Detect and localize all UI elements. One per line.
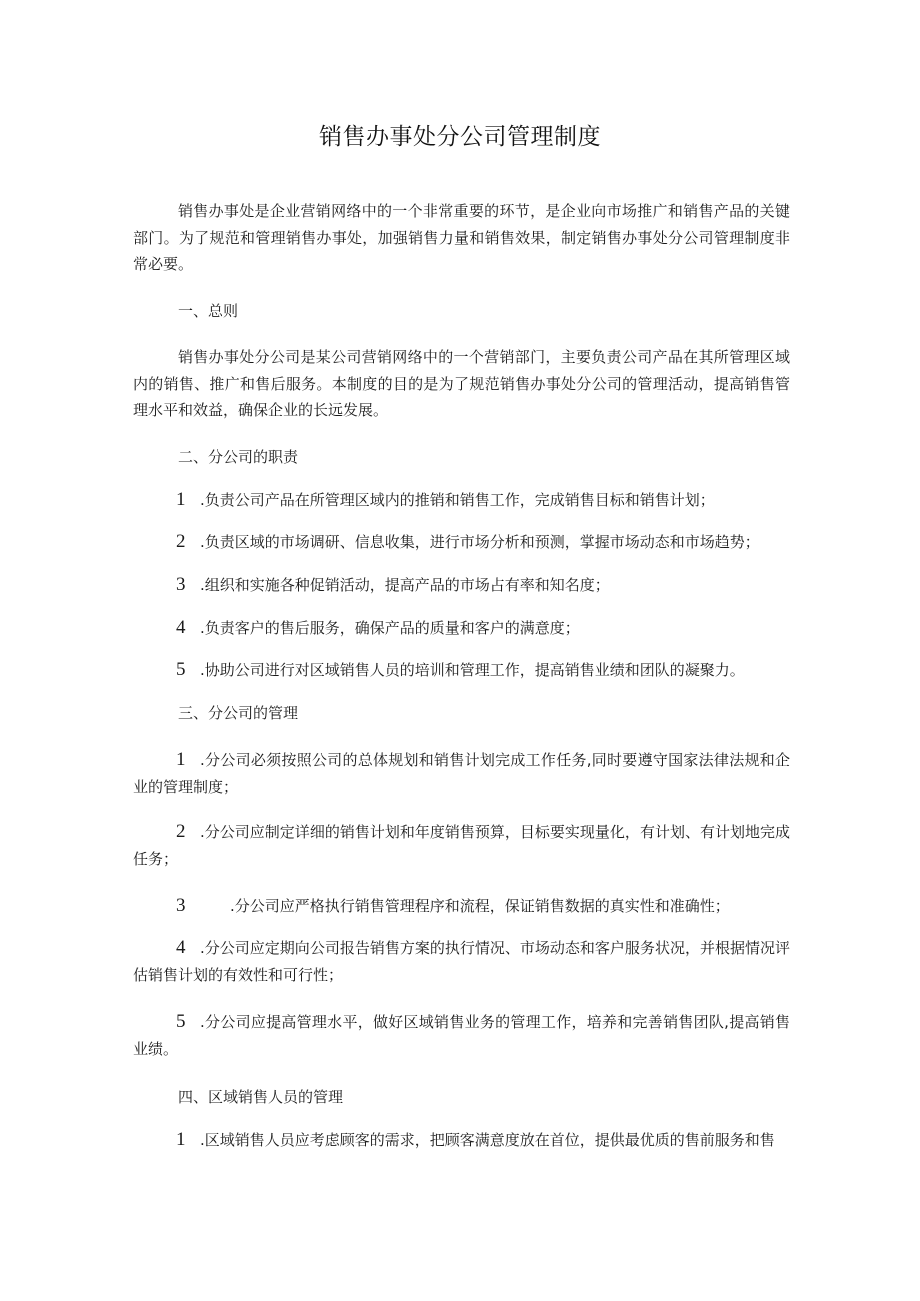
list-item <box>133 1126 790 1153</box>
section-heading-duties: 二、分公司的职责 <box>178 448 299 466</box>
item-text: .负责客户的售后服务，确保产品的质量和客户的满意度； <box>200 619 580 637</box>
item-number: 1 <box>176 1129 186 1150</box>
item-number: 2 <box>176 821 186 842</box>
item-text: .协助公司进行对区域销售人员的培训和管理工作，提高销售业绩和团队的凝聚力。 <box>200 661 745 679</box>
item-number: 5 <box>176 659 186 680</box>
list-item <box>133 746 790 801</box>
list-item <box>133 528 790 556</box>
item-text: .组织和实施各种促销活动，提高产品的市场占有率和知名度； <box>200 576 610 594</box>
item-text: .分公司必须按照公司的总体规划和销售计划完成工作任务,同时要遵守国家法律法规和企业的管理制度； <box>133 751 790 796</box>
list-item <box>133 614 790 642</box>
section-heading-management: 三、分公司的管理 <box>178 704 299 722</box>
document-title: 销售办事处分公司管理制度 <box>319 124 601 150</box>
list-item <box>133 656 790 684</box>
item-number: 4 <box>176 937 186 958</box>
list-item <box>133 892 790 920</box>
item-number: 5 <box>176 1011 186 1032</box>
item-number: 1 <box>176 489 186 510</box>
item-text: .分公司应定期向公司报告销售方案的执行情况、市场动态和客户服务状况，并根据情况评估销售计划的有效性和可行性； <box>133 939 790 984</box>
item-number: 1 <box>176 749 186 770</box>
section-heading-sales-staff: 四、区域销售人员的管理 <box>178 1088 344 1106</box>
item-number: 3 <box>176 895 186 916</box>
list-item <box>133 934 790 989</box>
item-number: 4 <box>176 617 186 638</box>
item-text: .分公司应制定详细的销售计划和年度销售预算，目标要实现量化，有计划、有计划地完成任务； <box>133 823 790 868</box>
section-heading-general: 一、总则 <box>178 302 239 320</box>
item-text: .负责区域的市场调研、信息收集，进行市场分析和预测，掌握市场动态和市场趋势； <box>200 533 760 551</box>
list-item <box>133 571 790 599</box>
item-text: .分公司应提高管理水平，做好区域销售业务的管理工作，培养和完善销售团队,提高销售业绩。 <box>133 1013 790 1058</box>
intro-paragraph: 销售办事处是企业营销网络中的一个非常重要的环节，是企业向市场推广和销售产品的关键部门。为了规范和管理销售办事处，加强销售力量和销售效果，制定销售办事处分公司管理制度非常必要。 <box>133 202 790 273</box>
general-paragraph: 销售办事处分公司是某公司营销网络中的一个营销部门，主要负责公司产品在其所管理区域内的销售、推广和售后服务。本制度的目的是为了规范销售办事处分公司的管理活动，提高销售管理水平和效益，确保企业的长远发展。 <box>133 348 790 419</box>
item-text: .负责公司产品在所管理区域内的推销和销售工作，完成销售目标和销售计划； <box>200 491 715 509</box>
item-number: 2 <box>176 531 186 552</box>
list-item <box>133 818 790 873</box>
list-item <box>133 486 790 514</box>
item-text: .分公司应严格执行销售管理程序和流程，保证销售数据的真实性和准确性； <box>230 897 730 915</box>
item-number: 3 <box>176 574 186 595</box>
list-item <box>133 1008 790 1063</box>
item-text: .区域销售人员应考虑顾客的需求，把顾客满意度放在首位，提供最优质的售前服务和售 <box>200 1131 775 1149</box>
